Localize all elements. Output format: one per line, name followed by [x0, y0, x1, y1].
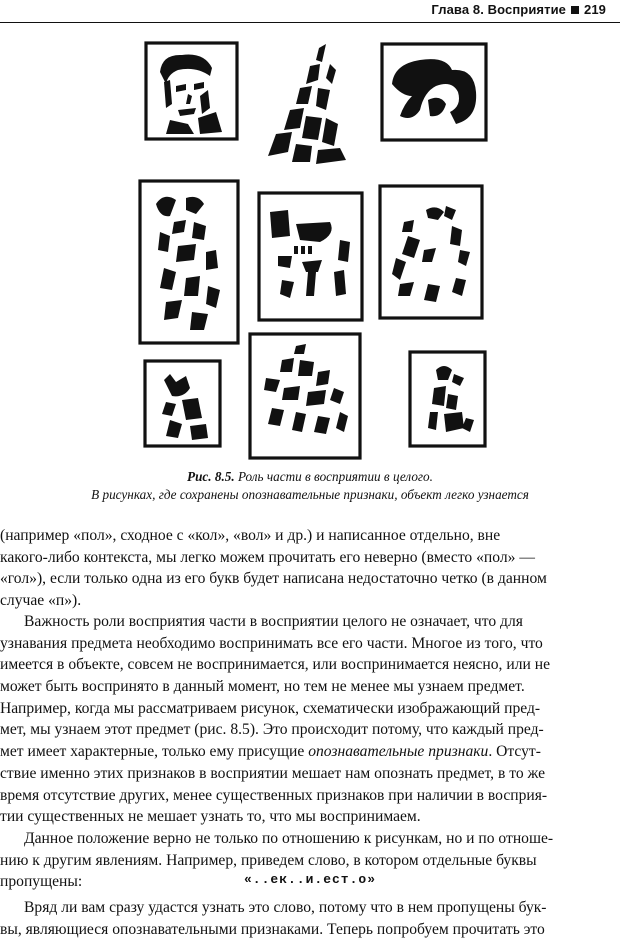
text-line: нию к другим явлениям. Например, приведем слово, в котором отдельные буквы: [0, 851, 537, 869]
figure-8-5: [0, 0, 620, 460]
text-line: «гол»), если только одна из его букв будет написана недостаточно четко (в данном: [0, 570, 547, 588]
text-line: Например, когда мы рассматриваем рисунок, схематически изображающий пред-: [0, 699, 541, 717]
caption-line-1: [0, 468, 620, 486]
cat-drawing: [162, 374, 208, 440]
text-line: пропущены:: [0, 873, 83, 891]
paragraph-4: [0, 897, 620, 940]
text-line: случае «п»).: [0, 592, 82, 610]
caption-line-2: В рисунках, где сохранены опознавательные признаки, объект легко узнается: [91, 487, 529, 502]
triangle-drawing: [268, 44, 346, 164]
figure-caption: [0, 468, 620, 504]
chapter-title: Глава 8. Восприятие: [431, 2, 566, 17]
text-span: . Отсут-: [488, 743, 541, 761]
text-line: вы, являющиеся опознавательными признаками. Теперь попробуем прочитать это: [0, 920, 545, 938]
caption-title: Роль части в восприятии в целого.: [237, 469, 433, 484]
key-term: опознавательные признаки: [308, 743, 489, 761]
rider-drawing: [392, 206, 470, 302]
text-line: может быть воспринято в данный момент, но тем не менее мы узнаем предмет.: [0, 678, 525, 696]
paragraph-2: [0, 611, 620, 828]
paragraph-1: [0, 525, 620, 612]
figure-label: Рис. 8.5.: [187, 469, 235, 484]
dog-drawing: [156, 197, 220, 330]
text-line: тии существенных не мешает узнать то, что мы воспринимаем.: [0, 808, 421, 826]
standing-figure-drawing: [428, 366, 474, 432]
page-number: 219: [584, 2, 606, 17]
text-line: Важность роли восприятия части в восприятии целого не означает, что для: [24, 613, 523, 630]
blob-drawing: [392, 59, 476, 124]
face-drawing: [270, 210, 350, 298]
text-line: мет, мы узнаем этот предмет (рис. 8.5). Это происходит потому, что каждый пред-: [0, 721, 544, 739]
text-span: мет имеет характерные, только ему присущие: [0, 743, 305, 761]
text-line: Вряд ли вам сразу удастся узнать это слово, потому что в нем пропущены бук-: [24, 899, 547, 916]
text-line: [0, 741, 620, 763]
text-line: (например «пол», сходное с «кол», «вол» и др.) и написанное отдельно, вне: [0, 527, 501, 544]
text-line: имеется в объекте, совсем не воспринимается, или воспринимается неясно, или не: [0, 656, 550, 674]
text-line: ствие именно этих признаков в восприятии мешает нам опознать предмет, в то же: [0, 764, 546, 782]
portrait-drawing: [160, 55, 222, 134]
example-word: «..ек..и.ест.о»: [243, 872, 377, 887]
figure-frame-cat: [145, 361, 220, 446]
text-line: какого-либо контекста, мы легко можем прочитать его неверно (вместо «пол» —: [0, 548, 535, 566]
text-line: узнавания предмета необходимо воспринимать все его части. Многое из того, что: [0, 634, 543, 652]
text-line: время отсутствие других, менее существенных признаков при наличии в восприя-: [0, 786, 548, 804]
text-line: Данное положение верно не только по отношению к рисункам, но и по отноше-: [24, 830, 554, 847]
horseman-drawing: [264, 344, 348, 434]
figure-frame-horseman: [250, 334, 360, 458]
